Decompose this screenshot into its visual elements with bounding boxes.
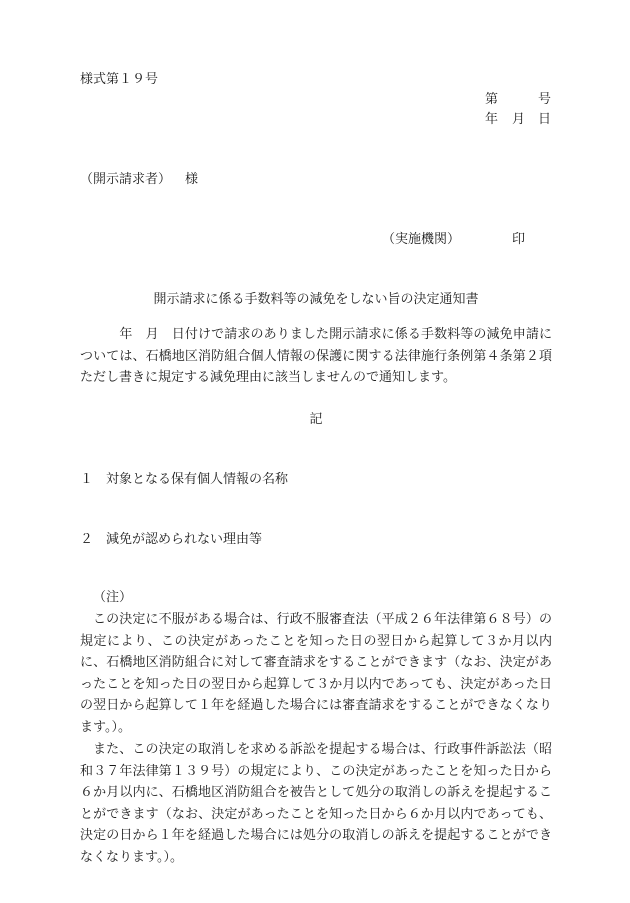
note-paragraph-2: また、この決定の取消しを求める訴訟を提起する場合は、行政事件訴訟法（昭和３７年法律第１３９号）の規定により、この決定があったことを知った日から６か月以内に、石橋地区消防組合を被告として処分の取消しの訴えを提起することができます（なお、決定があったことを知った日から６か月以内であっても、決定の日から１年を経過した場合には処分の取消しの訴えを提起することができなくなります。）。 [80,742,552,865]
note-paragraph-1: この決定に不服がある場合は、行政不服審査法（平成２６年法律第６８号）の規定により、この決定があったことを知った日の翌日から起算して３か月以内に、石橋地区消防組合に対して審査請求をすることができます（なお、決定があったことを知った日の翌日から起算して３か月以内であっても、決定があった日の翌日から起算して１年を経過した場合には審査請求をすることができなくなります。）。 [80,612,552,735]
issuer-label: （実施機関） [382,232,461,247]
body-paragraph: 年 月 日付けで請求のありました開示請求に係る手数料等の減免申請については、石橋地区消防組合個人情報の保護に関する法律施行条例第４条第２項ただし書きに規定する減免理由に該当しませんので通知します。 [80,327,552,385]
document-date-month: 月 [512,112,526,127]
recipient-honorific: 様 [185,172,199,187]
ki-heading: 記 [309,412,323,427]
form-number: 様式第１９号 [80,72,159,87]
item-2-label: 減免が認められない理由等 [106,532,263,547]
seal-mark: 印 [512,232,526,247]
document-number-go: 号 [538,92,552,107]
item-2-number: ２ [80,532,94,547]
item-1-label: 対象となる保有個人情報の名称 [106,472,289,487]
document-date-year: 年 [485,112,499,127]
document-number-dai: 第 [485,92,499,107]
recipient-label: （開示請求者） [80,172,172,187]
document-date-day: 日 [538,112,552,127]
note-heading: （注） [93,590,133,605]
document-title: 開示請求に係る手数料等の減免をしない旨の決定通知書 [153,292,479,307]
document-number [485,92,498,108]
item-1-number: １ [80,472,94,487]
